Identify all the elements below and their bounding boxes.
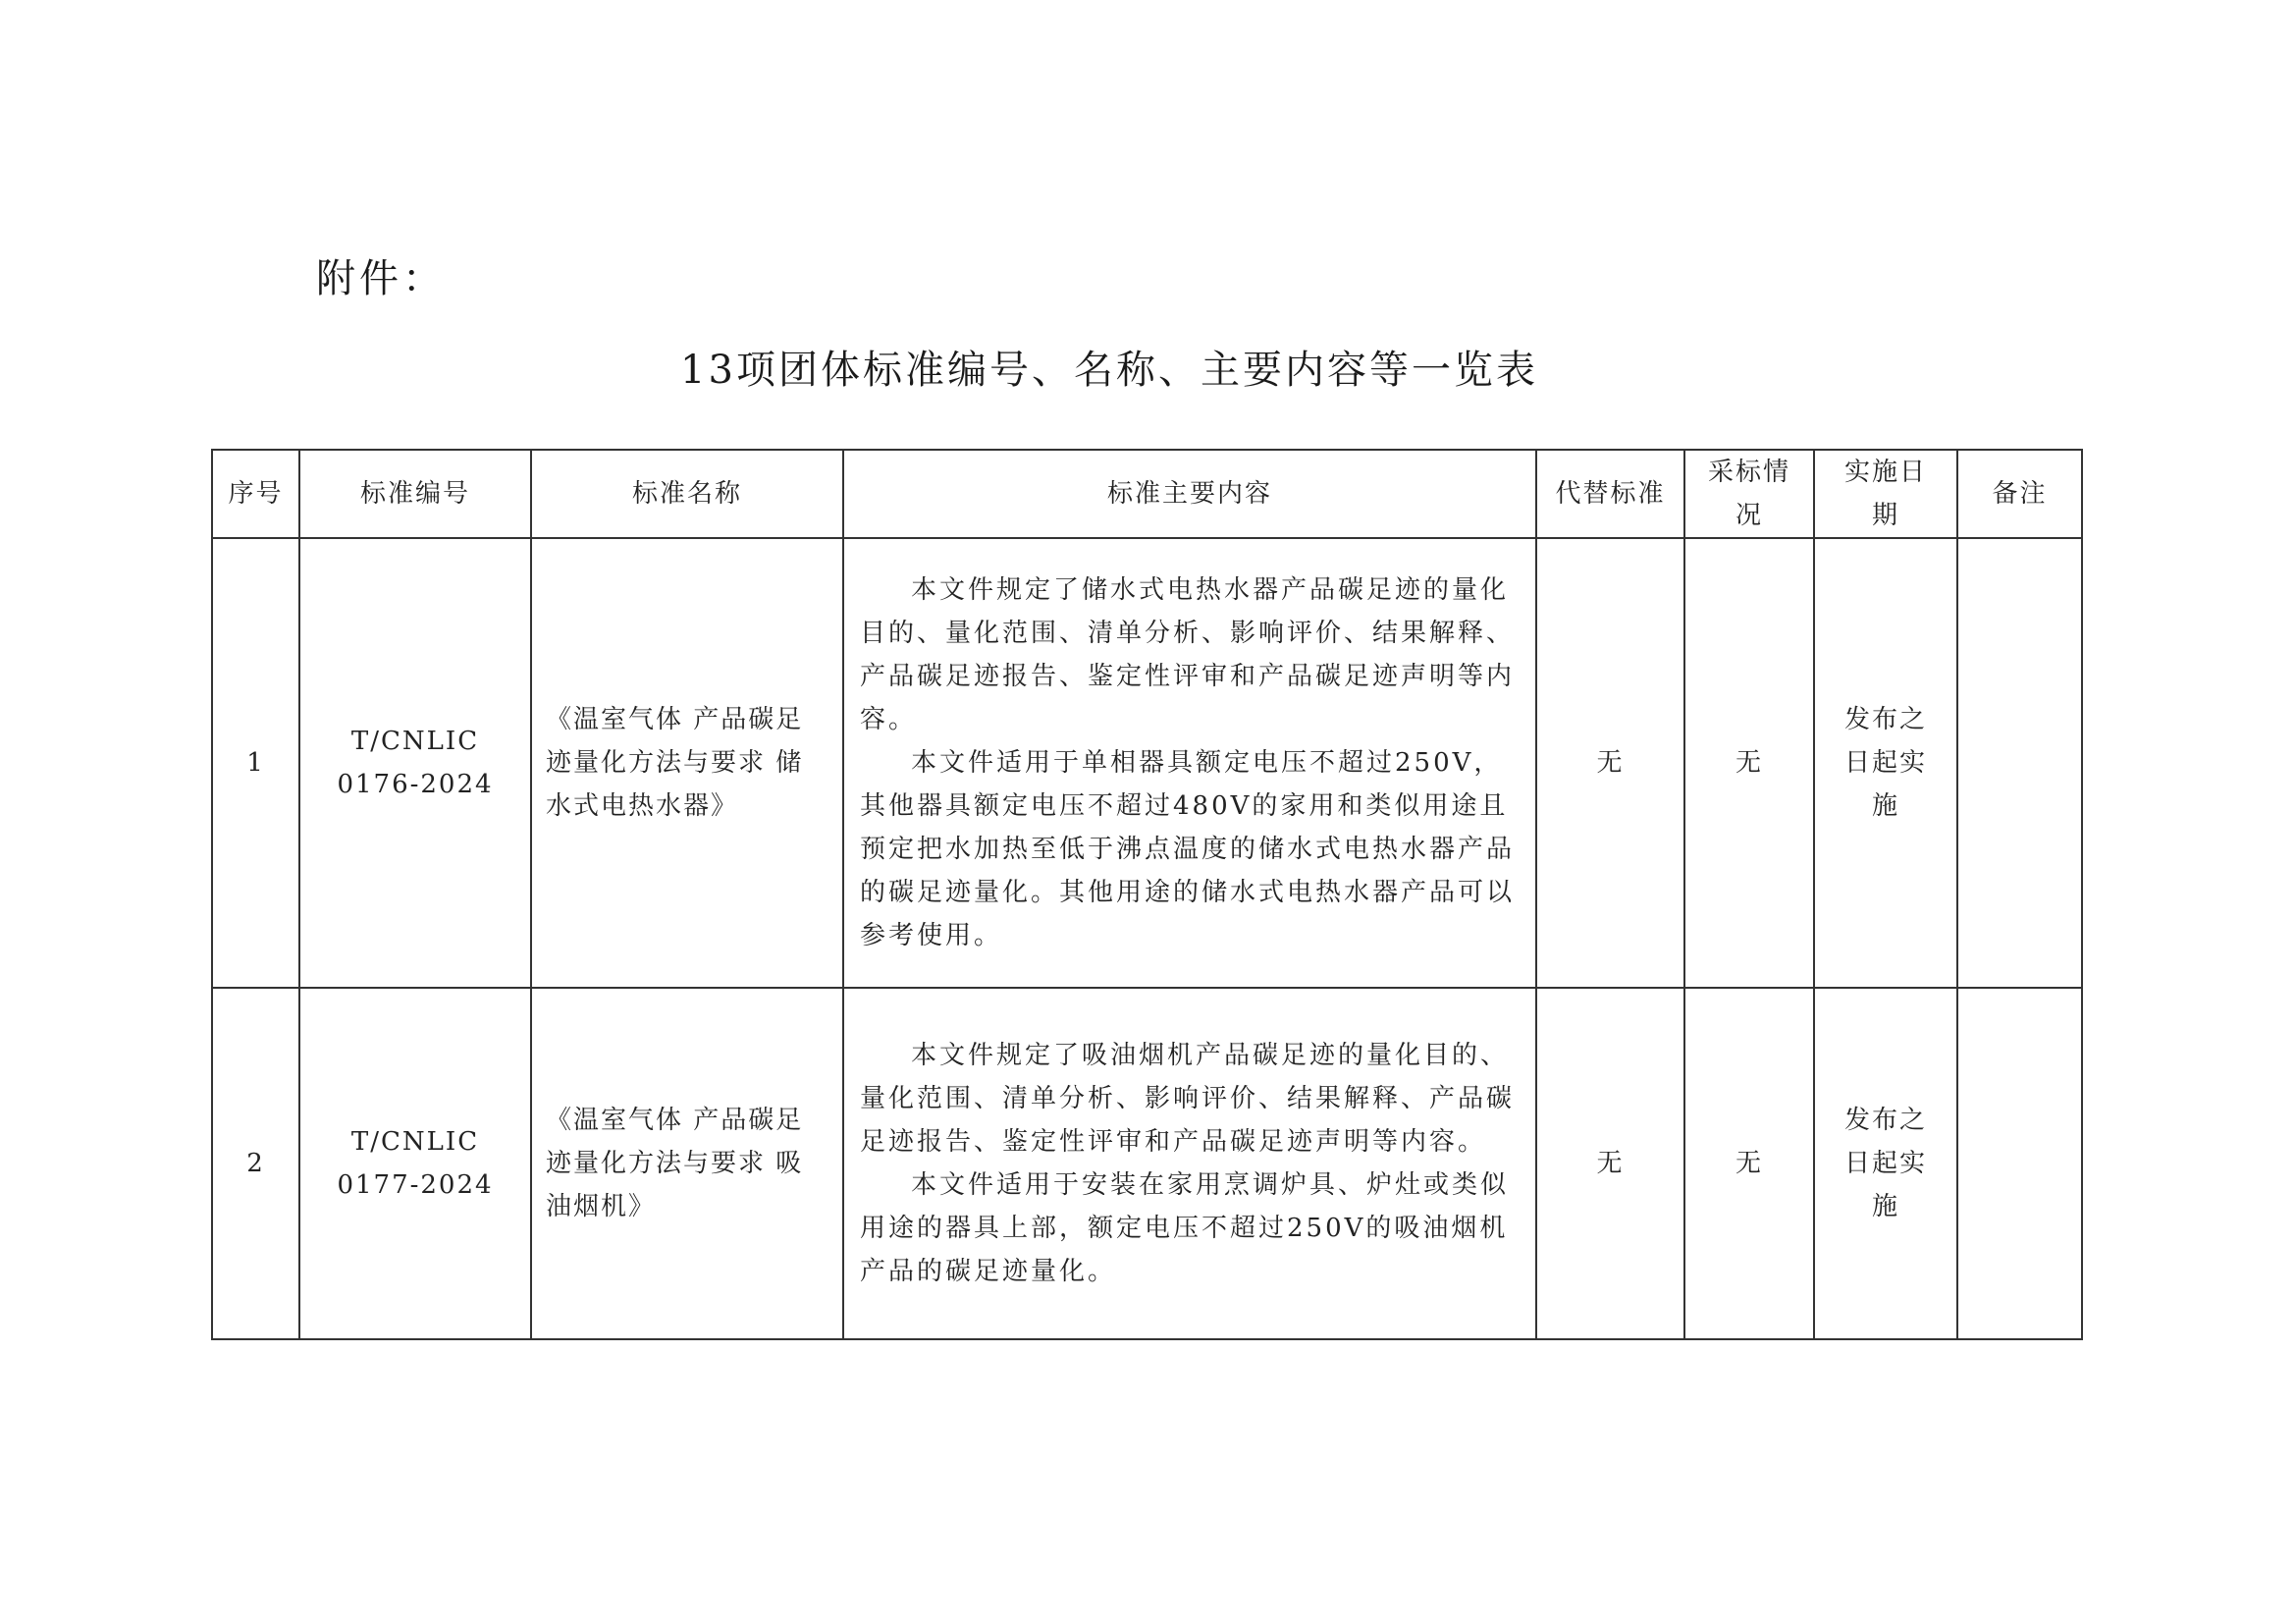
- impl-line-2: 日起实: [1843, 748, 1927, 778]
- cell-replaced: 无: [1536, 538, 1684, 988]
- impl-line-3: 施: [1871, 791, 1899, 821]
- cell-adoption: 无: [1684, 538, 1814, 988]
- header-adoption: [1684, 450, 1814, 538]
- impl-line-2: 日起实: [1843, 1149, 1927, 1178]
- header-replaced: 代替标准: [1536, 450, 1684, 538]
- header-impl-line-1: 实施日: [1843, 458, 1927, 487]
- header-std-name: 标准名称: [531, 450, 843, 538]
- cell-impl-date: [1814, 538, 1957, 988]
- cell-content: [843, 538, 1536, 988]
- header-remarks: 备注: [1957, 450, 2082, 538]
- header-seq: 序号: [212, 450, 299, 538]
- cell-seq: 2: [212, 988, 299, 1339]
- content-paragraph-applicability: 本文件适用于单相器具额定电压不超过250V，其他器具额定电压不超过480V的家用和类似用途且预定把水加热至低于沸点温度的储水式电热水器产品的碳足迹量化。其他用途的储水式电热水器产品可以参考使用。: [860, 748, 1516, 950]
- table-header-row: [212, 450, 2082, 538]
- attachment-label: 附件：: [316, 256, 446, 301]
- cell-std-no: [299, 538, 531, 988]
- standards-table: [211, 449, 2083, 1340]
- header-content: 标准主要内容: [843, 450, 1536, 538]
- content-paragraph-scope: 本文件规定了吸油烟机产品碳足迹的量化目的、量化范围、清单分析、影响评价、结果解释、产品碳足迹报告、鉴定性评审和产品碳足迹声明等内容。: [860, 1041, 1516, 1157]
- cell-remarks: [1957, 988, 2082, 1339]
- cell-remarks: [1957, 538, 2082, 988]
- content-paragraph-applicability: 本文件适用于安装在家用烹调炉具、炉灶或类似用途的器具上部，额定电压不超过250V的吸油烟机产品的碳足迹量化。: [860, 1170, 1510, 1286]
- cell-content: [843, 988, 1536, 1339]
- std-no-line-2: 0177-2024: [337, 1170, 494, 1200]
- document-title: 13项团体标准编号、名称、主要内容等一览表: [680, 348, 1538, 393]
- cell-seq: 1: [212, 538, 299, 988]
- cell-std-name: 《温室气体 产品碳足迹量化方法与要求 吸油烟机》: [531, 988, 843, 1339]
- header-std-no: 标准编号: [299, 450, 531, 538]
- header-adoption-line-1: 采标情: [1707, 458, 1790, 487]
- header-impl-line-2: 期: [1871, 501, 1899, 530]
- table-row: [212, 538, 2082, 988]
- impl-line-1: 发布之: [1843, 705, 1927, 734]
- cell-impl-date: [1814, 988, 1957, 1339]
- cell-replaced: 无: [1536, 988, 1684, 1339]
- std-no-line-1: T/CNLIC: [350, 727, 480, 756]
- content-paragraph-scope: 本文件规定了储水式电热水器产品碳足迹的量化目的、量化范围、清单分析、影响评价、结果解释、产品碳足迹报告、鉴定性评审和产品碳足迹声明等内容。: [860, 575, 1516, 734]
- cell-std-no: [299, 988, 531, 1339]
- impl-line-1: 发布之: [1843, 1106, 1927, 1135]
- impl-line-3: 施: [1871, 1192, 1899, 1221]
- std-no-line-1: T/CNLIC: [350, 1127, 480, 1157]
- header-impl-date: [1814, 450, 1957, 538]
- cell-adoption: 无: [1684, 988, 1814, 1339]
- header-adoption-line-2: 况: [1735, 501, 1763, 530]
- table-row: [212, 988, 2082, 1339]
- std-no-line-2: 0176-2024: [337, 770, 494, 799]
- cell-std-name: 《温室气体 产品碳足迹量化方法与要求 储水式电热水器》: [531, 538, 843, 988]
